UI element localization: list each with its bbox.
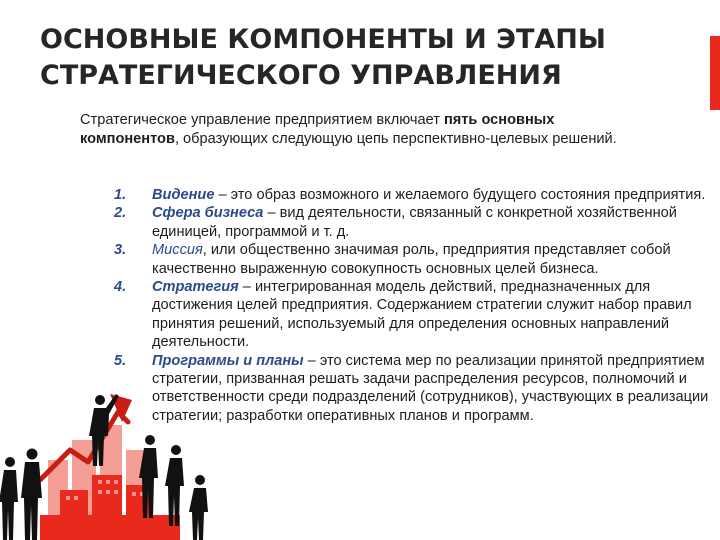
slide-title [40, 22, 680, 94]
accent-bar [710, 36, 720, 110]
intro-bold-2: компонентов [80, 131, 175, 147]
list-item [114, 241, 714, 278]
list-number: 4. [114, 279, 127, 296]
term-vision: Видение [152, 187, 215, 203]
intro-text-1: Стратегическое управление предприятием включает [80, 112, 444, 128]
definition-mission: , или общественно значимая роль, предприятия представляет собой качественно выраженную совокупность основных целей бизнеса. [152, 242, 671, 277]
term-strategy: Стратегия [152, 279, 239, 296]
list-number: 2. [114, 205, 127, 222]
list-item [114, 352, 714, 426]
definition-strategy: – интегрированная модель действий, предназначенных для достижения целей предприятия. Содержанием стратегии служит набор правил принятия решений, используемый для определения основных направлений деятельности. [152, 279, 692, 351]
intro-bold-1: пять основных [443, 112, 555, 128]
list-number: 1. [114, 187, 127, 203]
term-business-scope: Сфера бизнеса [152, 205, 264, 222]
list-item [114, 186, 714, 204]
definition-business-scope: – вид деятельности, связанный с конкретной хозяйственной единицей, программой и т. д. [152, 205, 677, 240]
definition-vision: – это образ возможного и желаемого будущего состояния предприятия. [214, 187, 706, 203]
list-number: 5. [114, 352, 127, 369]
list-number: 3. [114, 242, 127, 259]
title-line-2: СТРАТЕГИЧЕСКОГО УПРАВЛЕНИЯ [40, 60, 562, 91]
title-line-1: ОСНОВНЫЕ КОМПОНЕНТЫ И ЭТАПЫ [40, 24, 606, 55]
components-list [114, 186, 714, 425]
definition-programs-plans: – это система мер по реализации принятой предприятием стратегии, призванная решать задачи распределения ресурсов, полномочий и ответственности среди подразделений (сотрудников), участвующих в реализации стратегии; разработки оперативных планов и программ. [152, 352, 709, 424]
list-item [114, 204, 714, 241]
term-programs-plans: Программы и планы [152, 352, 304, 369]
intro-text-2: , образующих следующую цепь перспективно-целевых решений. [174, 131, 617, 147]
term-mission: Миссия [152, 242, 203, 259]
list-item [114, 278, 714, 352]
intro-paragraph [80, 111, 710, 149]
